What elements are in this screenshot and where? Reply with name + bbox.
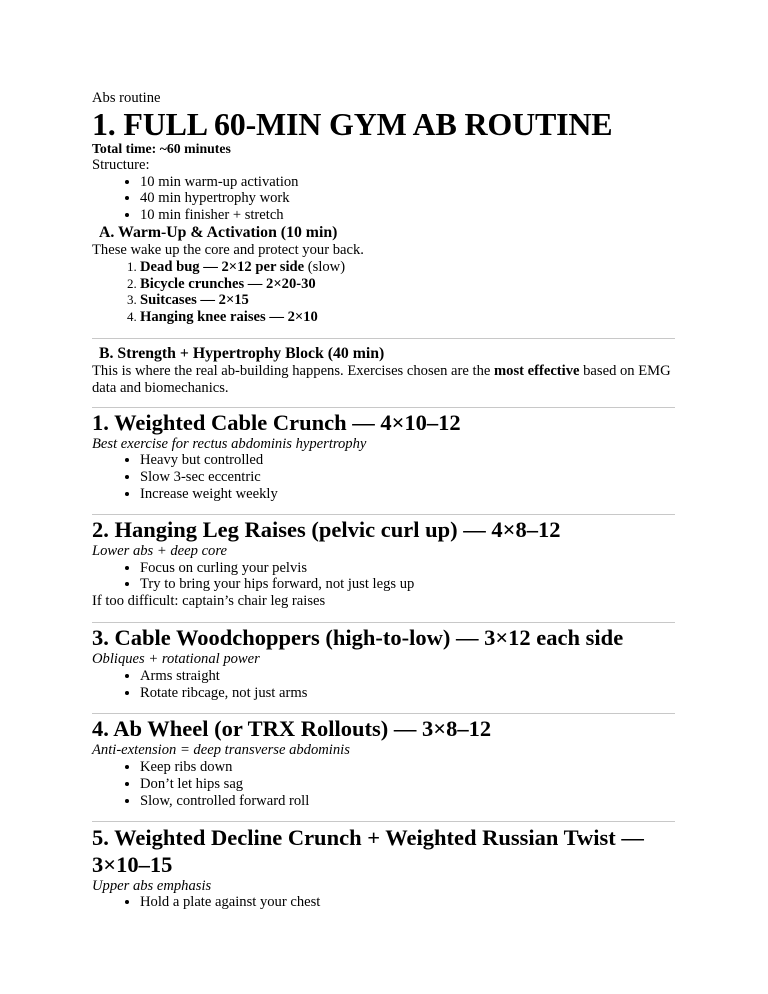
list-item: • Rotate ribcage, not just arms	[140, 685, 675, 702]
intro-text: This is where the real ab-building happens. Exercises chosen are the	[92, 362, 494, 379]
divider	[92, 514, 675, 515]
exercise-subtitle: Upper abs emphasis	[92, 877, 212, 894]
item-bold: Hanging knee raises — 2×10	[140, 309, 318, 326]
exercise-tips	[92, 894, 675, 911]
exercise-note: If too difficult: captain’s chair leg raises	[92, 593, 326, 610]
divider	[92, 713, 675, 714]
exercise-title: 3. Cable Woodchoppers (high-to-low) — 3×12 each side	[92, 624, 624, 650]
exercise-title: 2. Hanging Leg Raises (pelvic curl up) — 4×8–12	[92, 516, 561, 542]
total-time: Total time: ~60 minutes	[92, 140, 231, 156]
intro-text: based on EMG data and biomechanics.	[92, 362, 671, 396]
section-b-intro	[92, 363, 675, 397]
exercise-title: 5. Weighted Decline Crunch + Weighted Russian Twist — 3×10–15	[92, 824, 644, 877]
item-bold: Suitcases — 2×15	[140, 292, 249, 309]
divider	[92, 821, 675, 822]
list-item	[140, 309, 675, 326]
divider	[92, 622, 675, 623]
list-item: • 40 min hypertrophy work	[140, 190, 675, 207]
list-item	[140, 276, 675, 293]
exercise-title: 4. Ab Wheel (or TRX Rollouts) — 3×8–12	[92, 716, 492, 742]
list-item: • Keep ribs down	[140, 759, 675, 776]
list-item: • Arms straight	[140, 668, 675, 685]
exercise-tips	[92, 560, 675, 594]
exercise-tips	[92, 452, 675, 502]
list-item: • Slow 3-sec eccentric	[140, 469, 675, 486]
intro-bold: most effective	[494, 362, 580, 379]
list-item	[140, 292, 675, 309]
item-bold: Dead bug — 2×12 per side	[140, 258, 305, 275]
section-b-heading: B. Strength + Hypertrophy Block (40 min)	[99, 344, 385, 362]
document-label: Abs routine	[92, 90, 161, 106]
exercise-subtitle: Lower abs + deep core	[92, 542, 227, 559]
list-item: • Slow, controlled forward roll	[140, 793, 675, 810]
list-item: • Try to bring your hips forward, not just legs up	[140, 576, 675, 593]
section-a-intro: These wake up the core and protect your back.	[92, 241, 364, 258]
warmup-list	[92, 259, 675, 326]
exercise-subtitle: Anti-extension = deep transverse abdominis	[92, 742, 350, 759]
page-title: 1. FULL 60-MIN GYM AB ROUTINE	[92, 105, 613, 142]
structure-list	[92, 174, 675, 224]
divider	[92, 407, 675, 408]
list-item: • 10 min warm-up activation	[140, 174, 675, 191]
document-page	[92, 90, 675, 911]
list-item: • Increase weight weekly	[140, 486, 675, 503]
item-rest: (slow)	[304, 258, 346, 275]
list-item: • Don’t let hips sag	[140, 776, 675, 793]
structure-label: Structure:	[92, 156, 150, 173]
list-item: • 10 min finisher + stretch	[140, 207, 675, 224]
list-item: • Heavy but controlled	[140, 452, 675, 469]
item-bold: Bicycle crunches — 2×20-30	[140, 275, 316, 292]
exercise-subtitle: Best exercise for rectus abdominis hypertrophy	[92, 435, 367, 452]
exercise-tips	[92, 759, 675, 809]
exercise-tips	[92, 668, 675, 702]
exercise-title: 1. Weighted Cable Crunch — 4×10–12	[92, 409, 461, 435]
divider	[92, 338, 675, 339]
list-item	[140, 259, 675, 276]
exercise-subtitle: Obliques + rotational power	[92, 650, 260, 667]
section-a-heading: A. Warm-Up & Activation (10 min)	[99, 223, 338, 241]
list-item: • Focus on curling your pelvis	[140, 560, 675, 577]
list-item: • Hold a plate against your chest	[140, 894, 675, 911]
